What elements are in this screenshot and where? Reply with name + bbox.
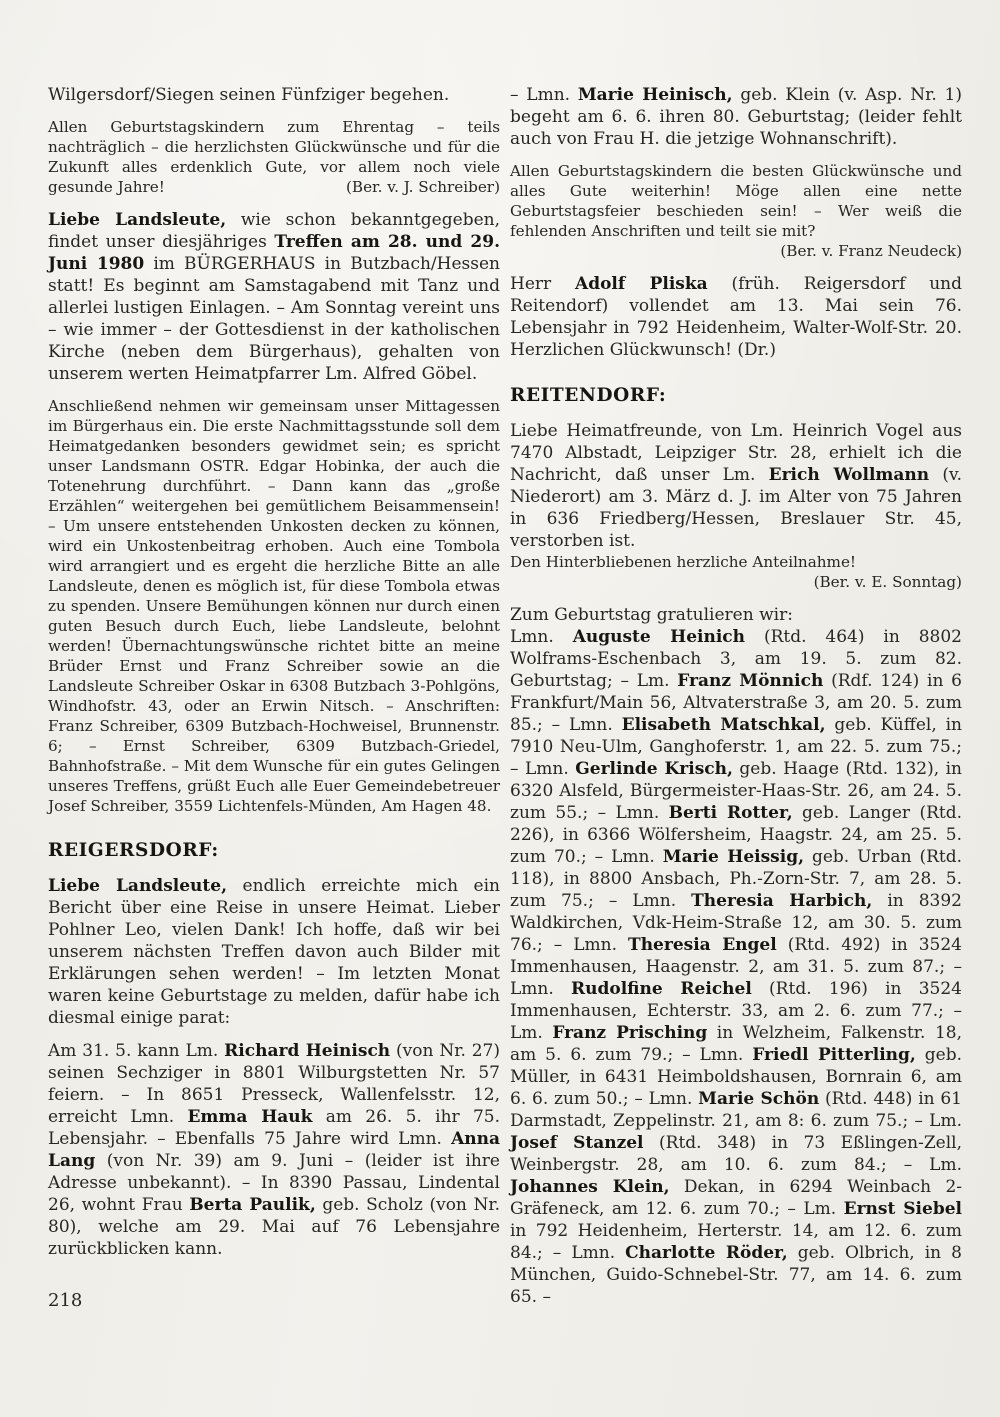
bold-text: Charlotte Röder,: [625, 1243, 788, 1263]
bold-text: Berti Rotter,: [668, 803, 793, 823]
page-number: 218: [48, 1290, 83, 1311]
bold-text: Gerlinde Krisch,: [575, 759, 733, 779]
bold-text: Johannes Klein,: [510, 1177, 670, 1197]
bold-text: Theresia Harbich,: [691, 891, 873, 911]
left-column: [48, 84, 500, 1329]
bold-text: Emma Hauk: [187, 1107, 313, 1127]
text-run: Am 31. 5. kann Lm.: [48, 1041, 225, 1061]
bold-text: Rudolfine Reichel: [570, 979, 752, 999]
text-run: (Rtd. 448) in 61 Darmstadt, Zeppelinstr. 21, am 8: 6. zum 75.; – Lm.: [510, 1089, 962, 1131]
paragraph-reigersdorf-birthdays: [48, 1040, 500, 1260]
birthday-list: [510, 626, 962, 1308]
text-run: (Rtd. 464) in 8802 Wolframs-Eschenbach 3, am 19. 5. zum 82. Geburtstag; – Lm.: [510, 627, 962, 691]
bold-text: Elisabeth Matschkal,: [621, 715, 826, 735]
text-run: Allen Geburtstagskindern zum Ehrentag – teils nachträglich – die herzlichsten Glückwünsche und für die Zukunft alles erdenklich Gute, vor allem noch viele gesunde Jahre!: [48, 118, 500, 196]
bold-text: Josef Stanzel: [510, 1133, 644, 1153]
announcement-treffen: [48, 209, 500, 385]
text-run: geb. Müller, in 6431 Heimboldshausen, Bornrain 6, am 6. 6. zum 50.; – Lmn.: [510, 1045, 962, 1109]
program-details: [48, 396, 500, 816]
text-run: (von Nr. 39) am 9. Juni – (leider ist ihre Adresse unbekannt). – In 8390 Passau, Lindental 26, wohnt Frau: [48, 1151, 500, 1215]
text-run: Zum Geburtstag gratulieren wir:: [510, 605, 793, 625]
bold-text: Marie Schön: [698, 1089, 820, 1109]
bold-text: Treffen am 28. und 29. Juni 1980: [48, 232, 500, 274]
text-run: geb. Haage (Rtd. 132), in 6320 Alsfeld, Bürgermeister-Haas-Str. 26, am 24. 5. zum 55.; – Lmn.: [510, 759, 962, 823]
paragraph-marie-heinisch: [510, 84, 962, 150]
text-run: (Ber. v. Franz Neudeck): [780, 242, 962, 260]
text-run: geb. Klein (v. Asp. Nr. 1) begeht am 6. 6. ihren 80. Geburtstag; (leider fehlt auch von Frau H. die jetzige Wohnanschrift).: [510, 85, 962, 149]
paragraph-wilgersdorf-continuation: [48, 84, 500, 106]
bold-text: Theresia Engel: [628, 935, 777, 955]
text-run: in 8392 Waldkirchen, Vdk-Heim-Straße 12, am 30. 5. zum 76.; – Lmn.: [510, 891, 962, 955]
bold-text: Marie Heinisch,: [577, 85, 733, 105]
text-run: am 26. 5. ihr 75. Lebensjahr. – Ebenfalls 75 Jahre wird Lmn.: [48, 1107, 500, 1149]
text-run: geb. Küffel, in 7910 Neu-Ulm, Ganghoferstr. 1, am 22. 5. zum 75.; – Lmn.: [510, 715, 962, 779]
right-column: [510, 84, 962, 1319]
text-run: Allen Geburtstagskindern die besten Glückwünsche und alles Gute weiterhin! Möge allen eine nette Geburtstagsfeier beschieden sein! – Wer weiß die fehlenden Anschriften und teilt sie mit?: [510, 162, 962, 240]
text-run: – Lmn.: [510, 85, 578, 105]
text-run: (von Nr. 27) seinen Sechziger in 8801 Wilburgstetten Nr. 57 feiern. – In 8651 Presseck, Wallenfelsstr. 12, erreicht Lmn.: [48, 1041, 500, 1127]
greeting-neudeck: [510, 161, 962, 241]
greeting-schreiber: [48, 117, 500, 197]
text-run: Dekan, in 6294 Weinbach 2-Gräfeneck, am 12. 6. zum 70.; – Lm.: [510, 1177, 962, 1219]
text-run: endlich erreichte mich ein Bericht über eine Reise in unsere Heimat. Lieber Pohlner Leo, vielen Dank! Ich hoffe, daß wir bei unserem nächsten Treffen davon auch Bilder mit Erklärungen sehen werden! – Im letzten Monat waren keine Geburtstage zu melden, dafür habe ich diesmal einige parat:: [48, 876, 500, 1028]
text-run: in Welzheim, Falkenstr. 18, am 5. 6. zum 79.; – Lmn.: [510, 1023, 963, 1065]
text-run: (Rtd. 348) in 73 Eßlingen-Zell, Weinbergstr. 28, am 10. 6. zum 84.; – Lm.: [510, 1133, 963, 1175]
text-run: geb. Urban (Rtd. 118), in 8800 Ansbach, Ph.-Zorn-Str. 7, am 28. 5. zum 75.; – Lmn.: [510, 847, 962, 911]
bold-text: Anna Lang: [48, 1129, 500, 1171]
text-run: Herr: [510, 274, 576, 294]
text-run: (Rtd. 492) in 3524 Immenhausen, Haagenstr. 2, am 31. 5. zum 87.; – Lmn.: [510, 935, 962, 999]
paragraph-reigersdorf-intro: [48, 875, 500, 1029]
paragraph-adolf-pliska: [510, 273, 962, 361]
bold-text: Franz Mönnich: [677, 671, 824, 691]
text-run: geb. Langer (Rtd. 226), in 6366 Wölfersheim, Haagstr. 24, am 25. 5. zum 70.; – Lmn.: [510, 803, 963, 867]
text-run: in 792 Heidenheim, Herterstr. 14, am 12. 6. zum 84.; – Lmn.: [510, 1221, 962, 1263]
condolence-line: [510, 552, 962, 572]
bold-text: Berta Paulik,: [189, 1195, 316, 1215]
bold-text: Liebe Landsleute,: [48, 876, 227, 896]
text-run: (Rtd. 196) in 3524 Immenhausen, Echterstr. 33, am 2. 6. zum 77.; – Lm.: [510, 979, 962, 1043]
birthday-list-intro: [510, 604, 962, 626]
text-run: Den Hinterbliebenen herzliche Anteilnahme!: [510, 553, 857, 571]
text-run: Anschließend nehmen wir gemeinsam unser Mittagessen im Bürgerhaus ein. Die erste Nachmittagsstunde soll dem Heimatgedanken besonders gewidmet sein; es spricht unser Landsmann OSTR. Edgar Hobinka, der auch die Totenehrung durchführt. – Dann kann das „große Erzählen“ weitergehen bei gemütlichem Beisammensein! – Um unsere entstehenden Unkosten decken zu können, wird ein Unkostenbeitrag erhoben. Auch eine Tombola wird arrangiert und es ergeht die herzliche Bitte an alle Landsleute, denen es möglich ist, für diese Tombola etwas zu spenden. Unsere Bemühungen können nur durch einen guten Besuch durch Euch, liebe Landsleute, belohnt werden! Übernachtungswünsche richtet bitte an meine Brüder Ernst und Franz Schreiber sowie an die Landsleute Schreiber Oskar in 6308 Butzbach 3-Pohlgöns, Windhofstr. 43, oder an Erwin Nitsch. – Anschriften: Franz Schreiber, 6309 Butzbach-Hochweisel, Brunnenstr. 6; – Ernst Schreiber, 6309 Butzbach-Griedel, Bahnhofstraße. – Mit dem Wunsche für ein gutes Gelingen unseres Treffens, grüßt Euch alle Euer Gemeindebetreuer Josef Schreiber, 3559 Lichtenfels-Münden, Am Hagen 48.: [48, 397, 500, 815]
bold-text: Adolf Pliska: [575, 274, 708, 294]
byline-neudeck: [510, 241, 962, 261]
paragraph-erich-wollmann-death: [510, 420, 962, 552]
bold-text: Marie Heissig,: [662, 847, 805, 867]
text-run: (Rdf. 124) in 6 Frankfurt/Main 56, Altvaterstraße 3, am 20. 5. zum 85.; – Lmn.: [510, 671, 962, 735]
text-run: (Ber. v. J. Schreiber): [345, 178, 500, 196]
bold-text: Richard Heinisch: [224, 1041, 391, 1061]
text-run: (v. Niederort) am 3. März d. J. im Alter von 75 Jahren in 636 Friedberg/Hessen, Breslauer Str. 45, verstorben ist.: [510, 465, 963, 551]
text-run: (früh. Reigersdorf und Reitendorf) vollendet am 13. Mai sein 76. Lebensjahr in 792 Heidenheim, Walter-Wolf-Str. 20. Herzlichen Glückwunsch! (Dr.): [510, 274, 963, 360]
text-run: geb. Olbrich, in 8 München, Guido-Schnebel-Str. 77, am 14. 6. zum 65. –: [510, 1243, 962, 1307]
text-run: (Ber. v. E. Sonntag): [813, 573, 962, 591]
bold-text: Ernst Siebel: [843, 1199, 962, 1219]
heading-reigersdorf: [48, 840, 500, 862]
bold-text: Friedl Pitterling,: [752, 1045, 916, 1065]
text-run: Wilgersdorf/Siegen seinen Fünfziger begehen.: [48, 85, 450, 105]
bold-text: REITENDORF:: [510, 385, 667, 406]
text-run: wie schon bekanntgegeben, findet unser diesjähriges: [48, 210, 500, 252]
bold-text: Auguste Heinich: [572, 627, 746, 647]
byline-sonntag: [510, 572, 962, 592]
bold-text: Franz Prisching: [552, 1023, 708, 1043]
text-run: Liebe Heimatfreunde, von Lm. Heinrich Vogel aus 7470 Albstadt, Leipziger Str. 28, erhielt ich die Nachricht, daß unser Lm.: [510, 421, 962, 485]
bold-text: REIGERSDORF:: [48, 840, 219, 861]
text-run: Lmn.: [510, 627, 573, 647]
bold-text: Erich Wollmann: [768, 465, 930, 485]
text-run: geb. Scholz (von Nr. 80), welche am 29. Mai auf 76 Lebensjahre zurückblicken kann.: [48, 1195, 500, 1259]
heading-reitendorf: [510, 385, 962, 407]
text-run: im BÜRGERHAUS in Butzbach/Hessen statt! Es beginnt am Samstagabend mit Tanz und allerlei lustigen Einlagen. – Am Sonntag vereint uns – wie immer – der Gottesdienst in der katholischen Kirche (neben dem Bürgerhaus), gehalten von unserem werten Heimatpfarrer Lm. Alfred Göbel.: [48, 254, 500, 384]
bold-text: Liebe Landsleute,: [48, 210, 227, 230]
